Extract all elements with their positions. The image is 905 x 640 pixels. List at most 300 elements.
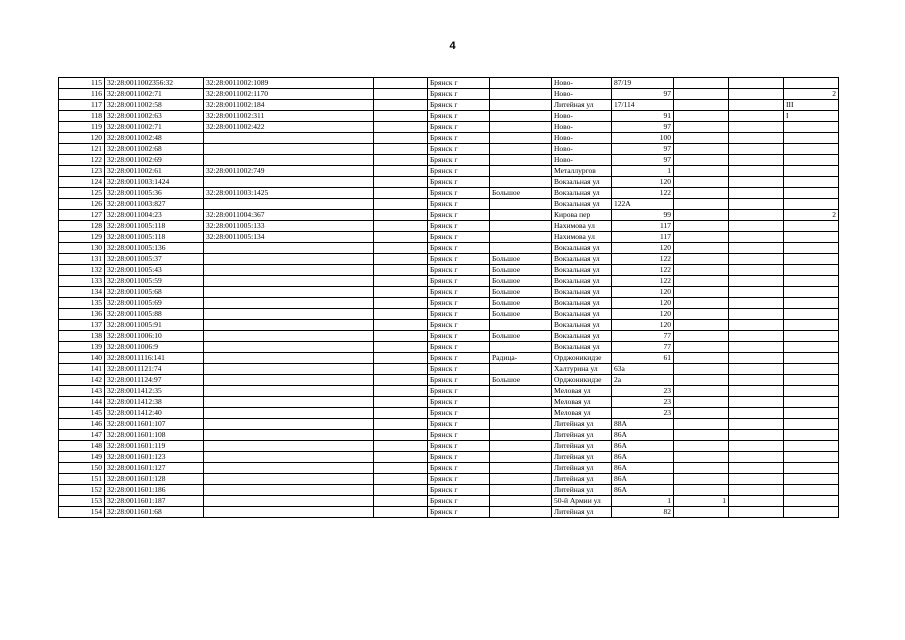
parent-cadastral-cell bbox=[204, 144, 374, 155]
street-cell: Вокзальная ул bbox=[552, 298, 612, 309]
house-cell: 23 bbox=[612, 397, 674, 408]
apartment-cell: III bbox=[784, 100, 839, 111]
block-cell bbox=[729, 408, 784, 419]
house-cell: 86А bbox=[612, 463, 674, 474]
city-cell: Брянск г bbox=[428, 232, 490, 243]
building-cell bbox=[674, 100, 729, 111]
block-cell bbox=[729, 166, 784, 177]
row-number-cell: 126 bbox=[59, 199, 105, 210]
empty-cell bbox=[374, 397, 428, 408]
city-cell: Брянск г bbox=[428, 474, 490, 485]
city-cell: Брянск г bbox=[428, 496, 490, 507]
house-cell: 117 bbox=[612, 232, 674, 243]
empty-cell bbox=[374, 144, 428, 155]
apartment-cell bbox=[784, 441, 839, 452]
empty-cell bbox=[374, 430, 428, 441]
building-cell bbox=[674, 298, 729, 309]
table-row bbox=[59, 210, 839, 221]
street-cell: Ново- bbox=[552, 111, 612, 122]
apartment-cell bbox=[784, 78, 839, 89]
block-cell bbox=[729, 155, 784, 166]
block-cell bbox=[729, 221, 784, 232]
district-cell bbox=[490, 386, 552, 397]
cadastral-number-cell: 32:28:0011005:69 bbox=[105, 298, 204, 309]
city-cell: Брянск г bbox=[428, 309, 490, 320]
table-row bbox=[59, 485, 839, 496]
building-cell bbox=[674, 364, 729, 375]
house-cell: 120 bbox=[612, 298, 674, 309]
table-row bbox=[59, 265, 839, 276]
house-cell: 100 bbox=[612, 133, 674, 144]
empty-cell bbox=[374, 111, 428, 122]
cadastral-number-cell: 32:28:0011601:123 bbox=[105, 452, 204, 463]
district-cell bbox=[490, 408, 552, 419]
row-number-cell: 121 bbox=[59, 144, 105, 155]
parent-cadastral-cell: 32:28:0011002:1170 bbox=[204, 89, 374, 100]
street-cell: Халтурина ул bbox=[552, 364, 612, 375]
parent-cadastral-cell bbox=[204, 342, 374, 353]
street-cell: Орджоникидзе bbox=[552, 375, 612, 386]
cadastral-number-cell: 32:28:0011601:187 bbox=[105, 496, 204, 507]
building-cell bbox=[674, 287, 729, 298]
parent-cadastral-cell bbox=[204, 133, 374, 144]
house-cell: 77 bbox=[612, 342, 674, 353]
city-cell: Брянск г bbox=[428, 166, 490, 177]
street-cell: Вокзальная ул bbox=[552, 309, 612, 320]
empty-cell bbox=[374, 452, 428, 463]
house-cell: 1 bbox=[612, 166, 674, 177]
cadastral-number-cell: 32:28:0011121:74 bbox=[105, 364, 204, 375]
city-cell: Брянск г bbox=[428, 243, 490, 254]
house-cell: 2а bbox=[612, 375, 674, 386]
block-cell bbox=[729, 397, 784, 408]
row-number-cell: 119 bbox=[59, 122, 105, 133]
city-cell: Брянск г bbox=[428, 364, 490, 375]
row-number-cell: 146 bbox=[59, 419, 105, 430]
building-cell bbox=[674, 309, 729, 320]
district-cell bbox=[490, 342, 552, 353]
apartment-cell: 2 bbox=[784, 210, 839, 221]
table-row bbox=[59, 386, 839, 397]
street-cell: Ново- bbox=[552, 122, 612, 133]
street-cell: Ново- bbox=[552, 78, 612, 89]
apartment-cell bbox=[784, 320, 839, 331]
district-cell bbox=[490, 122, 552, 133]
district-cell bbox=[490, 210, 552, 221]
city-cell: Брянск г bbox=[428, 386, 490, 397]
row-number-cell: 133 bbox=[59, 276, 105, 287]
district-cell bbox=[490, 100, 552, 111]
house-cell: 86А bbox=[612, 485, 674, 496]
parent-cadastral-cell bbox=[204, 386, 374, 397]
row-number-cell: 129 bbox=[59, 232, 105, 243]
parent-cadastral-cell: 32:28:0011002:311 bbox=[204, 111, 374, 122]
parent-cadastral-cell: 32:28:0011003:1425 bbox=[204, 188, 374, 199]
parent-cadastral-cell bbox=[204, 298, 374, 309]
building-cell bbox=[674, 342, 729, 353]
empty-cell bbox=[374, 331, 428, 342]
cadastral-number-cell: 32:28:0011116:141 bbox=[105, 353, 204, 364]
table-row bbox=[59, 243, 839, 254]
block-cell bbox=[729, 78, 784, 89]
district-cell bbox=[490, 507, 552, 518]
house-cell: 17/114 bbox=[612, 100, 674, 111]
table-row bbox=[59, 298, 839, 309]
house-cell: 97 bbox=[612, 144, 674, 155]
table-row bbox=[59, 166, 839, 177]
cadastral-number-cell: 32:28:0011005:43 bbox=[105, 265, 204, 276]
parent-cadastral-cell: 32:28:0011005:133 bbox=[204, 221, 374, 232]
street-cell: Литейная ул bbox=[552, 463, 612, 474]
district-cell bbox=[490, 221, 552, 232]
empty-cell bbox=[374, 474, 428, 485]
apartment-cell bbox=[784, 265, 839, 276]
city-cell: Брянск г bbox=[428, 199, 490, 210]
street-cell: Литейная ул bbox=[552, 485, 612, 496]
apartment-cell bbox=[784, 408, 839, 419]
block-cell bbox=[729, 287, 784, 298]
parent-cadastral-cell bbox=[204, 452, 374, 463]
district-cell bbox=[490, 364, 552, 375]
street-cell: Вокзальная ул bbox=[552, 254, 612, 265]
table-row bbox=[59, 364, 839, 375]
building-cell bbox=[674, 507, 729, 518]
block-cell bbox=[729, 133, 784, 144]
house-cell: 88А bbox=[612, 419, 674, 430]
street-cell: Вокзальная ул bbox=[552, 320, 612, 331]
cadastral-number-cell: 32:28:0011005:91 bbox=[105, 320, 204, 331]
block-cell bbox=[729, 210, 784, 221]
cadastral-number-cell: 32:28:0011412:40 bbox=[105, 408, 204, 419]
block-cell bbox=[729, 441, 784, 452]
building-cell bbox=[674, 89, 729, 100]
house-cell: 120 bbox=[612, 309, 674, 320]
building-cell bbox=[674, 441, 729, 452]
table-row bbox=[59, 221, 839, 232]
district-cell bbox=[490, 430, 552, 441]
cadastral-number-cell: 32:28:0011003:1424 bbox=[105, 177, 204, 188]
district-cell bbox=[490, 463, 552, 474]
district-cell bbox=[490, 177, 552, 188]
apartment-cell bbox=[784, 188, 839, 199]
street-cell: Ново- bbox=[552, 89, 612, 100]
building-cell bbox=[674, 430, 729, 441]
row-number-cell: 134 bbox=[59, 287, 105, 298]
building-cell: 1 bbox=[674, 496, 729, 507]
table-row bbox=[59, 408, 839, 419]
block-cell bbox=[729, 375, 784, 386]
cadastral-number-cell: 32:28:0011002:63 bbox=[105, 111, 204, 122]
row-number-cell: 153 bbox=[59, 496, 105, 507]
empty-cell bbox=[374, 89, 428, 100]
street-cell: Литейная ул bbox=[552, 100, 612, 111]
empty-cell bbox=[374, 485, 428, 496]
cadastral-number-cell: 32:28:0011601:186 bbox=[105, 485, 204, 496]
district-cell bbox=[490, 199, 552, 210]
row-number-cell: 125 bbox=[59, 188, 105, 199]
empty-cell bbox=[374, 100, 428, 111]
parent-cadastral-cell bbox=[204, 320, 374, 331]
city-cell: Брянск г bbox=[428, 408, 490, 419]
parent-cadastral-cell: 32:28:0011002:1089 bbox=[204, 78, 374, 89]
city-cell: Брянск г bbox=[428, 375, 490, 386]
apartment-cell bbox=[784, 485, 839, 496]
apartment-cell bbox=[784, 144, 839, 155]
empty-cell bbox=[374, 78, 428, 89]
table-row bbox=[59, 474, 839, 485]
house-cell: 86А bbox=[612, 474, 674, 485]
empty-cell bbox=[374, 441, 428, 452]
house-cell: 122 bbox=[612, 254, 674, 265]
empty-cell bbox=[374, 298, 428, 309]
table-row bbox=[59, 430, 839, 441]
house-cell: 120 bbox=[612, 177, 674, 188]
building-cell bbox=[674, 254, 729, 265]
city-cell: Брянск г bbox=[428, 210, 490, 221]
row-number-cell: 138 bbox=[59, 331, 105, 342]
empty-cell bbox=[374, 364, 428, 375]
house-cell: 122А bbox=[612, 199, 674, 210]
city-cell: Брянск г bbox=[428, 463, 490, 474]
row-number-cell: 142 bbox=[59, 375, 105, 386]
street-cell: Вокзальная ул bbox=[552, 265, 612, 276]
apartment-cell bbox=[784, 155, 839, 166]
table-row bbox=[59, 419, 839, 430]
apartment-cell bbox=[784, 243, 839, 254]
table-row bbox=[59, 89, 839, 100]
empty-cell bbox=[374, 408, 428, 419]
parent-cadastral-cell bbox=[204, 243, 374, 254]
city-cell: Брянск г bbox=[428, 430, 490, 441]
block-cell bbox=[729, 298, 784, 309]
district-cell bbox=[490, 485, 552, 496]
parent-cadastral-cell bbox=[204, 463, 374, 474]
block-cell bbox=[729, 243, 784, 254]
parent-cadastral-cell bbox=[204, 254, 374, 265]
street-cell: Металлургов bbox=[552, 166, 612, 177]
row-number-cell: 132 bbox=[59, 265, 105, 276]
district-cell: Радица- bbox=[490, 353, 552, 364]
building-cell bbox=[674, 331, 729, 342]
district-cell: Большое bbox=[490, 276, 552, 287]
row-number-cell: 120 bbox=[59, 133, 105, 144]
block-cell bbox=[729, 265, 784, 276]
cadastral-number-cell: 32:28:0011005:88 bbox=[105, 309, 204, 320]
apartment-cell bbox=[784, 122, 839, 133]
block-cell bbox=[729, 452, 784, 463]
row-number-cell: 140 bbox=[59, 353, 105, 364]
registry-body bbox=[59, 78, 839, 518]
apartment-cell bbox=[784, 298, 839, 309]
parent-cadastral-cell bbox=[204, 507, 374, 518]
city-cell: Брянск г bbox=[428, 452, 490, 463]
cadastral-number-cell: 32:28:0011004:23 bbox=[105, 210, 204, 221]
block-cell bbox=[729, 276, 784, 287]
apartment-cell bbox=[784, 276, 839, 287]
empty-cell bbox=[374, 287, 428, 298]
empty-cell bbox=[374, 254, 428, 265]
street-cell: Вокзальная ул bbox=[552, 276, 612, 287]
table-row bbox=[59, 78, 839, 89]
building-cell bbox=[674, 221, 729, 232]
building-cell bbox=[674, 419, 729, 430]
district-cell bbox=[490, 166, 552, 177]
apartment-cell bbox=[784, 463, 839, 474]
table-row bbox=[59, 177, 839, 188]
empty-cell bbox=[374, 177, 428, 188]
apartment-cell bbox=[784, 232, 839, 243]
district-cell bbox=[490, 111, 552, 122]
row-number-cell: 144 bbox=[59, 397, 105, 408]
table-row bbox=[59, 463, 839, 474]
parent-cadastral-cell bbox=[204, 430, 374, 441]
empty-cell bbox=[374, 496, 428, 507]
city-cell: Брянск г bbox=[428, 111, 490, 122]
parent-cadastral-cell bbox=[204, 155, 374, 166]
building-cell bbox=[674, 144, 729, 155]
block-cell bbox=[729, 331, 784, 342]
apartment-cell bbox=[784, 452, 839, 463]
street-cell: Ново- bbox=[552, 155, 612, 166]
building-cell bbox=[674, 463, 729, 474]
empty-cell bbox=[374, 199, 428, 210]
city-cell: Брянск г bbox=[428, 155, 490, 166]
block-cell bbox=[729, 232, 784, 243]
apartment-cell: I bbox=[784, 111, 839, 122]
table-row bbox=[59, 320, 839, 331]
house-cell: 122 bbox=[612, 265, 674, 276]
table-row bbox=[59, 287, 839, 298]
district-cell bbox=[490, 232, 552, 243]
street-cell: Вокзальная ул bbox=[552, 342, 612, 353]
building-cell bbox=[674, 485, 729, 496]
table-row bbox=[59, 155, 839, 166]
block-cell bbox=[729, 507, 784, 518]
building-cell bbox=[674, 320, 729, 331]
district-cell bbox=[490, 320, 552, 331]
city-cell: Брянск г bbox=[428, 133, 490, 144]
parent-cadastral-cell bbox=[204, 397, 374, 408]
city-cell: Брянск г bbox=[428, 276, 490, 287]
city-cell: Брянск г bbox=[428, 89, 490, 100]
building-cell bbox=[674, 353, 729, 364]
row-number-cell: 115 bbox=[59, 78, 105, 89]
cadastral-number-cell: 32:28:0011002:61 bbox=[105, 166, 204, 177]
row-number-cell: 148 bbox=[59, 441, 105, 452]
block-cell bbox=[729, 474, 784, 485]
apartment-cell bbox=[784, 430, 839, 441]
parent-cadastral-cell bbox=[204, 309, 374, 320]
district-cell: Большое bbox=[490, 375, 552, 386]
cadastral-number-cell: 32:28:0011601:108 bbox=[105, 430, 204, 441]
empty-cell bbox=[374, 375, 428, 386]
building-cell bbox=[674, 210, 729, 221]
street-cell: Ново- bbox=[552, 144, 612, 155]
building-cell bbox=[674, 166, 729, 177]
cadastral-number-cell: 32:28:0011002:58 bbox=[105, 100, 204, 111]
table-row bbox=[59, 122, 839, 133]
house-cell: 77 bbox=[612, 331, 674, 342]
building-cell bbox=[674, 386, 729, 397]
district-cell bbox=[490, 441, 552, 452]
block-cell bbox=[729, 199, 784, 210]
block-cell bbox=[729, 485, 784, 496]
table-row bbox=[59, 353, 839, 364]
row-number-cell: 152 bbox=[59, 485, 105, 496]
empty-cell bbox=[374, 309, 428, 320]
empty-cell bbox=[374, 386, 428, 397]
house-cell: 23 bbox=[612, 408, 674, 419]
empty-cell bbox=[374, 353, 428, 364]
city-cell: Брянск г bbox=[428, 287, 490, 298]
table-row bbox=[59, 188, 839, 199]
block-cell bbox=[729, 254, 784, 265]
cadastral-number-cell: 32:28:0011002:48 bbox=[105, 133, 204, 144]
empty-cell bbox=[374, 166, 428, 177]
city-cell: Брянск г bbox=[428, 122, 490, 133]
row-number-cell: 137 bbox=[59, 320, 105, 331]
building-cell bbox=[674, 133, 729, 144]
street-cell: Вокзальная ул bbox=[552, 188, 612, 199]
apartment-cell bbox=[784, 496, 839, 507]
city-cell: Брянск г bbox=[428, 254, 490, 265]
city-cell: Брянск г bbox=[428, 265, 490, 276]
empty-cell bbox=[374, 188, 428, 199]
block-cell bbox=[729, 496, 784, 507]
parent-cadastral-cell bbox=[204, 474, 374, 485]
empty-cell bbox=[374, 342, 428, 353]
empty-cell bbox=[374, 243, 428, 254]
row-number-cell: 128 bbox=[59, 221, 105, 232]
city-cell: Брянск г bbox=[428, 507, 490, 518]
table-row bbox=[59, 254, 839, 265]
house-cell: 61 bbox=[612, 353, 674, 364]
table-row bbox=[59, 397, 839, 408]
block-cell bbox=[729, 419, 784, 430]
city-cell: Брянск г bbox=[428, 188, 490, 199]
apartment-cell bbox=[784, 254, 839, 265]
city-cell: Брянск г bbox=[428, 419, 490, 430]
house-cell: 82 bbox=[612, 507, 674, 518]
row-number-cell: 139 bbox=[59, 342, 105, 353]
row-number-cell: 145 bbox=[59, 408, 105, 419]
apartment-cell bbox=[784, 474, 839, 485]
cadastral-number-cell: 32:28:0011601:68 bbox=[105, 507, 204, 518]
table-row bbox=[59, 133, 839, 144]
building-cell bbox=[674, 155, 729, 166]
house-cell: 86А bbox=[612, 441, 674, 452]
city-cell: Брянск г bbox=[428, 320, 490, 331]
block-cell bbox=[729, 386, 784, 397]
district-cell bbox=[490, 496, 552, 507]
table-row bbox=[59, 342, 839, 353]
street-cell: Вокзальная ул bbox=[552, 177, 612, 188]
apartment-cell bbox=[784, 386, 839, 397]
cadastral-number-cell: 32:28:0011002356:32 bbox=[105, 78, 204, 89]
table-row bbox=[59, 507, 839, 518]
house-cell: 97 bbox=[612, 122, 674, 133]
building-cell bbox=[674, 474, 729, 485]
district-cell: Большое bbox=[490, 287, 552, 298]
street-cell: Кирова пер bbox=[552, 210, 612, 221]
row-number-cell: 154 bbox=[59, 507, 105, 518]
house-cell: 120 bbox=[612, 287, 674, 298]
row-number-cell: 135 bbox=[59, 298, 105, 309]
parent-cadastral-cell bbox=[204, 353, 374, 364]
apartment-cell bbox=[784, 419, 839, 430]
district-cell bbox=[490, 243, 552, 254]
district-cell bbox=[490, 155, 552, 166]
